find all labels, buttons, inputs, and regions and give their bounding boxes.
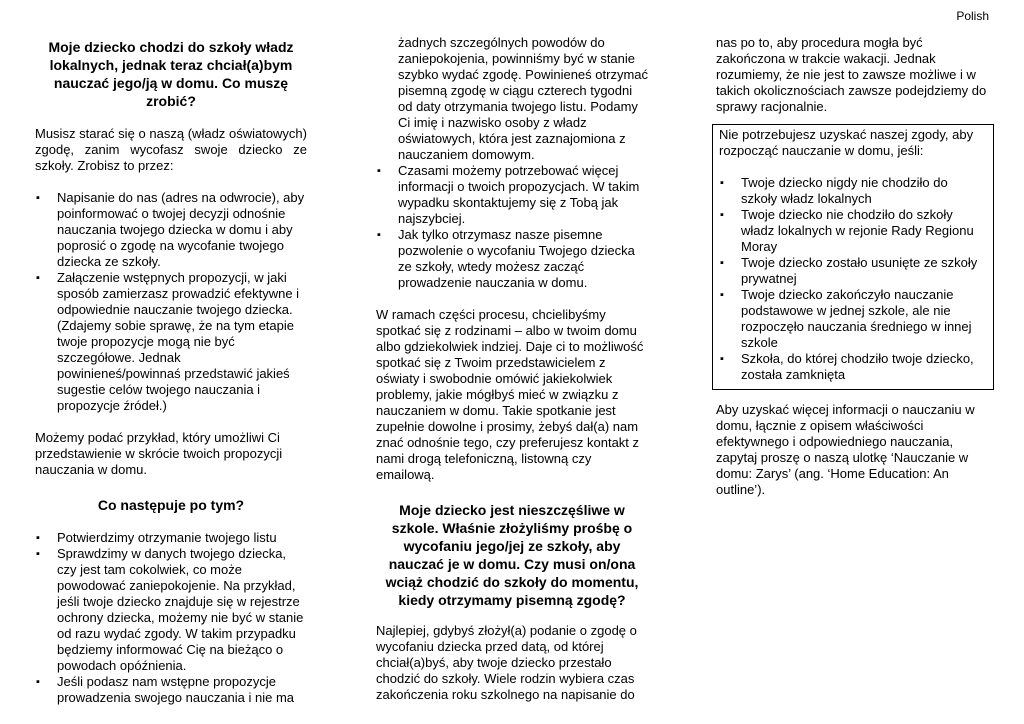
list-item: ▪ Potwierdzimy otrzymanie twojego listu [35, 530, 307, 546]
list-item: ▪ Twoje dziecko zakończyło nauczanie podstawowe w jednej szkole, ale nie rozpoczęło nauczania średniego w innej szkole [719, 287, 986, 351]
answer-paragraph: Najlepiej, gdybyś złożył(a) podanie o zgodę o wycofaniu dziecka przed datą, od której chciał(a)byś, aby twoje dziecko przestało chodzić do szkoły. Wiele rodzin wybiera czas zakończenia roku szkolnego na napisanie do [376, 623, 637, 702]
continued-paragraph: nas po to, aby procedura mogła być zakończona w trakcie wakacji. Jednak rozumiemy, że nie jest to zawsze możliwe i w takich okolicznościach zawsze podejdziemy do sprawy racjonalnie. [716, 35, 987, 114]
section-heading: Co następuje po tym? [97, 497, 245, 513]
example-paragraph: Możemy podać przykład, który umożliwi Ci przedstawienie w skrócie twoich propozycji nauczania w domu. [35, 430, 283, 477]
section-title: Moje dziecko jest nieszczęśliwe w szkole. Właśnie złożyliśmy prośbę o wycofaniu jego/jej ze szkoły, aby nauczać je w domu. Czy musi on/ona wciąż chodzić do szkoły do momentu, kiedy otrzymamy pisemną zgodę? [385, 502, 639, 608]
language-label: Polish [956, 9, 989, 23]
list-item: ▪ Szkoła, do której chodziło twoje dziecko, została zamknięta [719, 351, 986, 383]
column-3 [716, 35, 988, 498]
column-1 [35, 38, 307, 706]
section-title: Moje dziecko chodzi do szkoły władz lokalnych, jednak teraz chciał(a)bym nauczać jego/ją w domu. Co muszę zrobić? [48, 39, 294, 109]
box-intro: Nie potrzebujesz uzyskać naszej zgody, aby rozpocząć nauczanie w domu, jeśli: [719, 127, 974, 158]
continued-paragraph: żadnych szczególnych powodów do zaniepokojenia, powinniśmy być w stanie szybko wydać zgodę. Powinieneś otrzymać pisemną zgodę w ciągu czterech tygodni od daty otrzymania twojego listu. Podamy Ci imię i nazwisko osoby z władz oświatowych, która jest zaznajomiona z nauczaniem domowym. [398, 35, 649, 162]
list-item: ▪ Napisanie do nas (adres na odwrocie), aby poinformować o twojej decyzji odnośnie nauczania twojego dziecka w domu i aby poprosić o zgodę na wycofanie twojego dziecka ze szkoły. [35, 190, 307, 270]
exemptions-list [719, 175, 986, 383]
list-item: ▪ Sprawdzimy w danych twojego dziecka, czy jest tam cokolwiek, co może powodować zaniepokojenie. Na przykład, jeśli twoje dziecko znajduje się w rejestrze ochrony dziecka, możemy nie być w stanie od razu wydać zgody. W takim przypadku będziemy informować Cię na bieżąco o powodach opóźnienia. [35, 546, 307, 674]
list-item: ▪ Czasami możemy potrzebować więcej informacji o twoich propozycjach. W takim wypadku skontaktujemy się z Tobą jak najszybciej. [376, 163, 648, 227]
list-item: ▪ Twoje dziecko nie chodziło do szkoły władz lokalnych w rejonie Rady Regionu Moray [719, 207, 986, 255]
more-info-paragraph: Aby uzyskać więcej informacji o nauczaniu w domu, łącznie z opisem właściwości efektywnego i odpowiedniego nauczania, zapytaj proszę o naszą ulotkę ‘Nauczanie w domu: Zarys’ (ang. ‘Home Education: An outline’). [716, 402, 975, 497]
steps-list [35, 190, 307, 414]
list-item: ▪ Jak tylko otrzymasz nasze pisemne pozwolenie o wycofaniu Twojego dziecka ze szkoły, wtedy możesz zacząć prowadzenie nauczania w domu. [376, 227, 648, 291]
list-item: ▪ Twoje dziecko zostało usunięte ze szkoły prywatnej [719, 255, 986, 287]
list-item: ▪ Twoje dziecko nigdy nie chodziło do szkoły władz lokalnych [719, 175, 986, 207]
meeting-paragraph: W ramach części procesu, chcielibyśmy spotkać się z rodzinami – albo w twoim domu albo gdziekolwiek indziej. Daje ci to możliwość spotkać się z Twoim przedstawicielem z oświaty i swobodnie omówić jakiekolwiek problemy, jakie mógłbyś mieć w związku z nauczaniem w domu. Takie spotkanie jest zupełnie dowolne i prosimy, żebyś dał(a) nam znać odnośnie tego, czy preferujesz kontakt z nami drogą telefoniczną, listowną czy emailową. [376, 307, 644, 482]
intro-paragraph: Musisz starać się o naszą (władz oświatowych) zgodę, zanim wycofasz swoje dziecko ze szkoły. Zrobisz to przez: [35, 126, 307, 173]
no-consent-box [712, 124, 994, 390]
list-item: ▪ Załączenie wstępnych propozycji, w jaki sposób zamierzasz prowadzić efektywne i odpowiednie nauczanie twojego dziecka. (Zdajemy sobie sprawę, że na tym etapie twoje propozycje mogą nie być szczegółowe. Jednak powinieneś/powinnaś przedstawić jakieś sugestie celów twojego nauczania i propozycje źródeł.) [35, 270, 307, 414]
info-list [376, 163, 648, 291]
next-steps-list [35, 530, 307, 706]
list-item: ▪ Jeśli podasz nam wstępne propozycje prowadzenia swojego nauczania i nie ma [35, 674, 307, 706]
column-2 [376, 35, 648, 703]
